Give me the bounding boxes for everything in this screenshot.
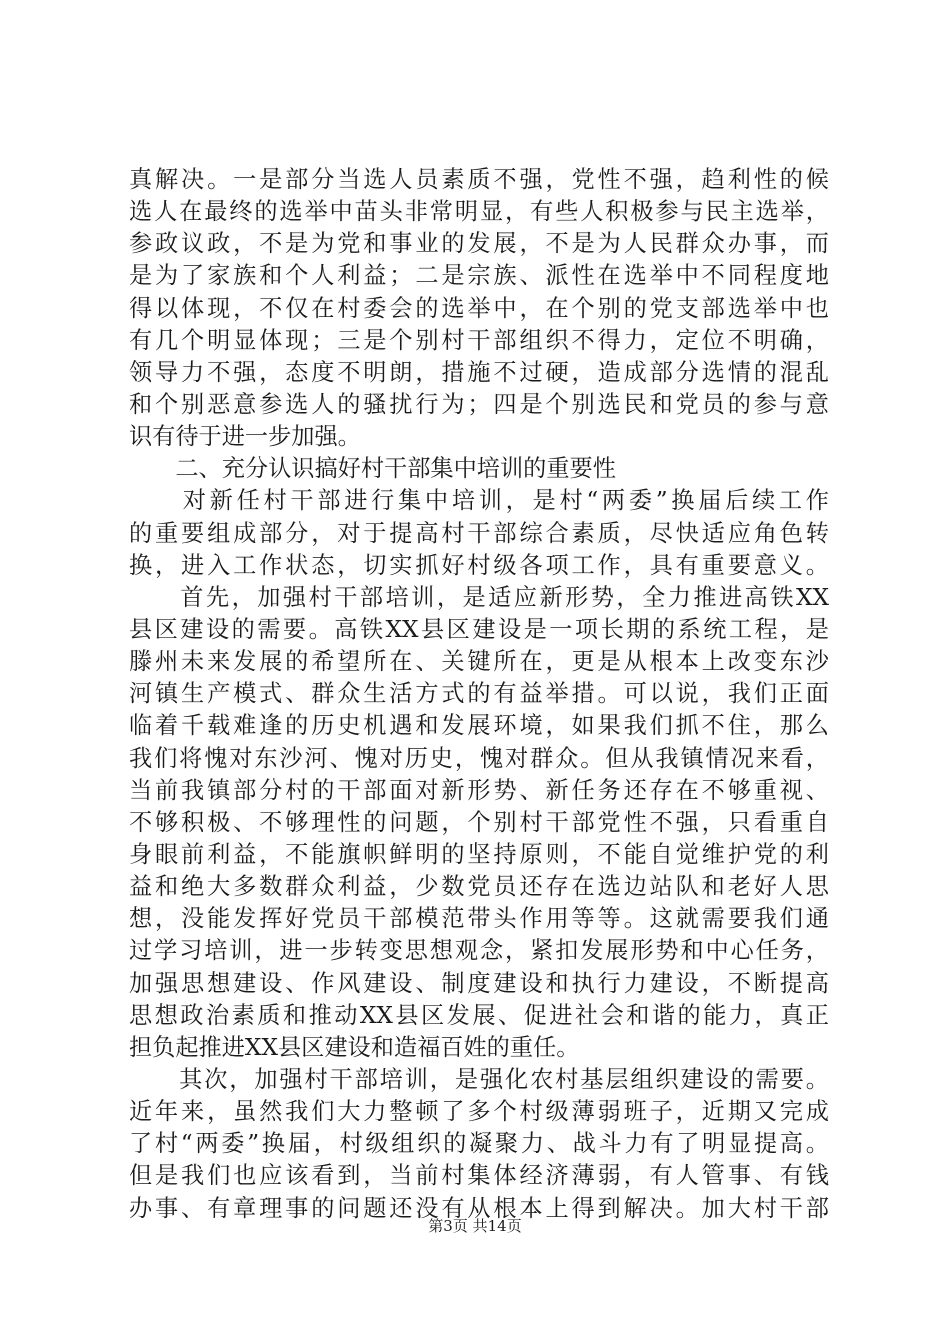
text-line: 思想政治素质和推动XX县区发展、促进社会和谐的能力，真正	[129, 1001, 829, 1029]
text-line: 参政议政，不是为党和事业的发展，不是为人民群众办事，而	[129, 230, 829, 258]
text-line: 办事、有章理事的问题还没有从根本上得到解决。加大村干部	[129, 1194, 829, 1222]
text-line: 换，进入工作状态，切实抓好村级各项工作，具有重要意义。	[129, 551, 829, 579]
text-line: 不够积极、不够理性的问题，个别村干部党性不强，只看重自	[129, 808, 829, 836]
text-line: 过学习培训，进一步转变思想观念，紧扣发展形势和中心任务，	[129, 937, 829, 965]
text-line: 近年来，虽然我们大力整顿了多个村级薄弱班子，近期又完成	[129, 1098, 829, 1126]
text-line: 当前我镇部分村的干部面对新形势、新任务还存在不够重视、	[129, 776, 829, 804]
text-line: 河镇生产模式、群众生活方式的有益举措。可以说，我们正面	[129, 680, 829, 708]
text-line: 是为了家族和个人利益；二是宗族、派性在选举中不同程度地	[129, 262, 829, 290]
text-line: 对新任村干部进行集中培训，是村“两委”换届后续工作	[129, 487, 829, 515]
text-line: 担负起推进XX县区建设和造福百姓的重任。	[129, 1033, 580, 1061]
body-text	[129, 164, 829, 1225]
text-line: 真解决。一是部分当选人员素质不强，党性不强，趋利性的候	[129, 166, 829, 193]
text-line: 选人在最终的选举中苗头非常明显，有些人积极参与民主选举，	[129, 198, 829, 226]
text-line: 但是我们也应该看到，当前村集体经济薄弱，有人管事、有钱	[129, 1162, 829, 1190]
text-line: 益和绝大多数群众利益，少数党员还存在选边站队和老好人思	[129, 873, 829, 901]
text-line: 二、充分认识搞好村干部集中培训的重要性	[129, 455, 616, 483]
text-line: 临着千载难逢的历史机遇和发展环境，如果我们抓不住，那么	[129, 712, 829, 740]
text-line: 的重要组成部分，对于提高村干部综合素质，尽快适应角色转	[129, 519, 829, 547]
text-line: 首先，加强村干部培训，是适应新形势，全力推进高铁XX	[129, 583, 829, 611]
text-line: 和个别恶意参选人的骚扰行为；四是个别选民和党员的参与意	[129, 390, 829, 418]
text-line: 身眼前利益，不能旗帜鲜明的坚持原则，不能自觉维护党的利	[129, 840, 829, 868]
text-line: 想，没能发挥好党员干部模范带头作用等等。这就需要我们通	[129, 905, 829, 933]
text-line: 加强思想建设、作风建设、制度建设和执行力建设，不断提高	[129, 969, 829, 997]
text-line: 县区建设的需要。高铁XX县区建设是一项长期的系统工程，是	[129, 615, 829, 643]
text-line: 有几个明显体现；三是个别村干部组织不得力，定位不明确，	[129, 326, 829, 354]
text-line: 了村“两委”换届，村级组织的凝聚力、战斗力有了明显提高。	[129, 1130, 829, 1158]
text-line: 得以体现，不仅在村委会的选举中，在个别的党支部选举中也	[129, 294, 829, 322]
text-line: 其次，加强村干部培训，是强化农村基层组织建设的需要。	[129, 1065, 829, 1093]
text-line: 滕州未来发展的希望所在、关键所在，更是从根本上改变东沙	[129, 648, 829, 676]
page-footer: 第3页 共14页	[428, 1217, 522, 1235]
text-line: 我们将愧对东沙河、愧对历史，愧对群众。但从我镇情况来看，	[129, 744, 829, 772]
text-line: 识有待于进一步加强。	[129, 423, 361, 451]
text-line: 领导力不强，态度不明朗，措施不过硬，造成部分选情的混乱	[129, 358, 829, 386]
